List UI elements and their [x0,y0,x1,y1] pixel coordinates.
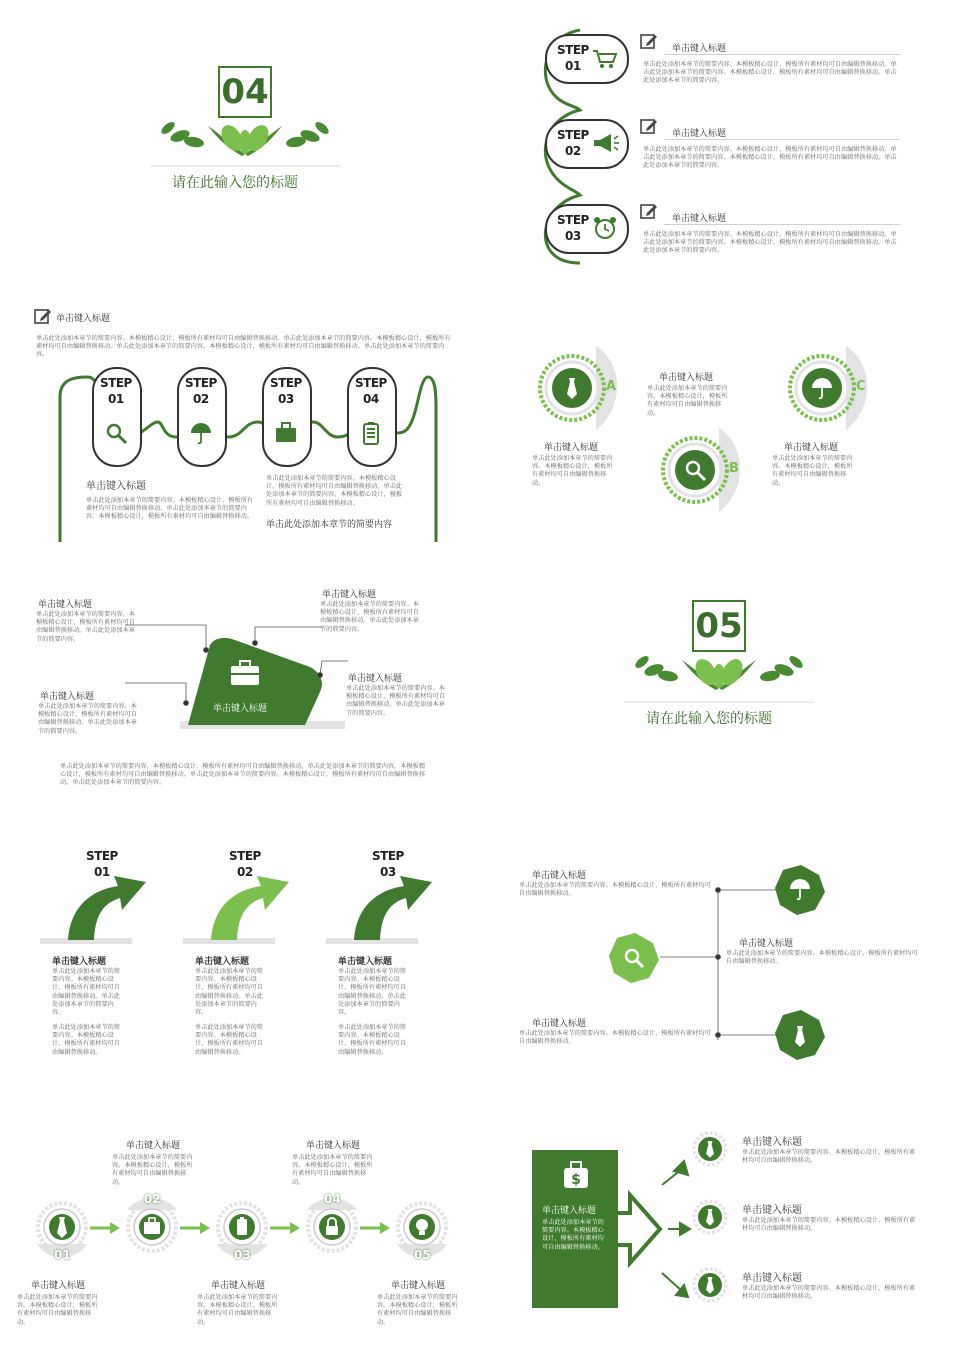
step-title: 单击键入标题 [672,214,727,224]
arrow-item-text: 单击此处添加本章节的简要内容。本模板精心设计，模板所有素材均可自由编辑替换移动。单击此处添加本章节的简要内容。 [338,968,407,1017]
step-text: 单击此处添加本章节的简要内容。本模板精心设计，模板所有素材均可自由编辑替换移动。单击此处添加本章节的简要内容。本模板精心设计，模板所有素材均可自由编辑替换移动。单击此处添加本章节的简要内容。 [643,231,897,255]
megaphone-icon [591,131,621,157]
laurel-icon [624,648,814,708]
tie-icon [698,1137,722,1161]
edit-icon [640,202,658,220]
step-label: STEP [557,128,589,142]
four-steps-left-title: 单击键入标题 [86,481,146,492]
search-icon [622,946,646,970]
curved-arrow-icon [326,868,436,948]
arrow-item-text: 单击此处添加本章节的简要内容。本模板精心设计，模板所有素材均可自由编辑替换移动。单击此处添加本章节的简要内容。 [195,968,264,1017]
timeline-item-title: 单击键入标题 [126,1141,181,1151]
briefcase-footer-text: 单击此处添加本章节的简要内容。本模板精心设计，模板所有素材均可自由编辑替换移动。单击此处添加本章节的简要内容。本模板精心设计，模板所有素材均可自由编辑替换移动。单击此处添加本章节的简要内容。本模板精心设计，模板所有素材均可自由编辑替换移动。单击此处添加本章节的简要内容。 [60,763,426,787]
briefcase-item-text: 单击此处添加本章节的简要内容。本模板精心设计，模板所有素材均可自由编辑替换移动。单击此处添加本章节的简要内容。 [346,685,445,717]
step-text: 单击此处添加本章节的简要内容。本模板精心设计，模板所有素材均可自由编辑替换移动。单击此处添加本章节的简要内容。本模板精心设计，模板所有素材均可自由编辑替换移动。单击此处添加本章节的简要内容。 [643,146,897,170]
briefcase-item-text: 单击此处添加本章节的简要内容。本模板精心设计，模板所有素材均可自由编辑替换移动。单击此处添加本章节的简要内容。 [320,601,419,633]
curved-arrow-icon [40,868,150,948]
tie-icon [698,1273,722,1297]
step-title: 单击键入标题 [672,129,727,139]
step-pill [545,119,629,169]
briefcase-center-label: 单击键入标题 [213,704,268,714]
dollar-item-text: 单击此处添加本章节的简要内容。本模板精心设计，模板所有素材均可自由编辑替换移动。 [742,1217,916,1233]
abc-section [520,340,900,520]
timeline-number: 05 [414,1248,431,1262]
dollar-item-title: 单击键入标题 [742,1205,802,1216]
timeline-item-title: 单击键入标题 [31,1281,86,1291]
dollar-bag-icon [140,1215,164,1239]
four-steps-right-caption: 单击此处添加本章节的简要内容 [266,520,393,530]
arrow-item-text: 单击此处添加本章节的简要内容。本模板精心设计，模板所有素材均可自由编辑替换移动。 [338,1024,407,1056]
step-number: 03 [565,229,581,243]
step-number: 01 [565,59,581,73]
battery-icon [359,421,385,447]
arrow-item-text: 单击此处添加本章节的简要内容。本模板精心设计，模板所有素材均可自由编辑替换移动。 [52,1024,121,1056]
abc-item-text: 单击此处添加本章节的简要内容。本模板精心设计，模板所有素材均可自由编辑替换移动。 [532,455,613,487]
briefcase-section [30,585,460,795]
abc-item-text: 单击此处添加本章节的简要内容。本模板精心设计，模板所有素材均可自由编辑替换移动。 [772,455,853,487]
briefcase-item-title: 单击键入标题 [40,692,95,702]
dollar-box-title: 单击键入标题 [542,1206,597,1216]
four-steps-heading: 单击键入标题 [56,314,111,324]
four-step-pill [177,367,227,467]
timeline-number: 01 [54,1248,71,1262]
step-label: STEP [557,43,589,57]
step-number: 01 [94,865,110,879]
briefcase-item-text: 单击此处添加本章节的简要内容。本模板精心设计，模板所有素材均可自由编辑替换移动。单击此处添加本章节的简要内容。 [38,703,137,735]
abc-item-title: 单击键入标题 [544,443,599,453]
hex-item-title: 单击键入标题 [532,1019,587,1029]
step-number: 03 [380,865,396,879]
dollar-bag-icon [561,1160,591,1190]
step-number: 03 [278,392,294,406]
search-icon [104,421,130,447]
section-number-box: 04 [218,66,272,118]
step-label: STEP [270,376,302,390]
arrow-item-text: 单击此处添加本章节的简要内容。本模板精心设计，模板所有素材均可自由编辑替换移动。 [195,1024,264,1056]
timeline-number: 04 [324,1192,341,1206]
arrow-item-title: 单击键入标题 [195,957,250,967]
step-label: STEP [100,376,132,390]
timeline-number: 03 [234,1248,251,1262]
laurel-icon [150,114,340,174]
section-title: 请在此输入您的标题 [646,711,772,727]
umbrella-icon [810,376,834,400]
tie-icon [698,1205,722,1229]
gear-badge [534,344,644,434]
lightbulb-icon [410,1215,434,1239]
step-label: STEP [557,213,589,227]
lock-icon [320,1215,344,1239]
briefcase-icon [274,421,300,447]
four-step-pill [347,367,397,467]
hex-item-title: 单击键入标题 [532,871,587,881]
abc-item-title: 单击键入标题 [659,373,714,383]
timeline-arrow [360,1222,390,1234]
arrow-item-title: 单击键入标题 [338,957,393,967]
step-divider [664,54,900,55]
briefcase-item-title: 单击键入标题 [322,590,377,600]
timeline-item-text: 单击此处添加本章节的简要内容。本模板精心设计，模板所有素材均可自由编辑替换移动。 [197,1294,278,1326]
section-04-title-block [150,62,340,202]
section-number-box: 05 [692,600,746,652]
tie-icon [560,376,584,400]
four-steps-section [30,305,460,545]
umbrella-icon [189,421,215,447]
step-number: 02 [193,392,209,406]
search-icon [683,458,707,482]
hex-item-text: 单击此处添加本章节的简要内容。本模板精心设计，模板所有素材均可自由编辑替换移动。 [519,882,711,898]
step-number: 02 [565,144,581,158]
timeline-arrow [90,1222,120,1234]
step-number: 01 [108,392,124,406]
cart-icon [591,46,621,72]
abc-item-title: 单击键入标题 [784,443,839,453]
timeline-item-text: 单击此处添加本章节的简要内容。本模板精心设计，模板所有素材均可自由编辑替换移动。 [17,1294,98,1326]
tie-icon [788,1024,812,1048]
timeline-item-text: 单击此处添加本章节的简要内容。本模板精心设计，模板所有素材均可自由编辑替换移动。 [377,1294,458,1326]
arrow-item-text: 单击此处添加本章节的简要内容。本模板精心设计，模板所有素材均可自由编辑替换移动。单击此处添加本章节的简要内容。 [52,968,121,1017]
four-step-pill [262,367,312,467]
timeline-arrow [180,1222,210,1234]
hex-item-title: 单击键入标题 [739,939,794,949]
step-divider [664,139,900,140]
briefcase-item-text: 单击此处添加本章节的简要内容。本模板精心设计，模板所有素材均可自由编辑替换移动。单击此处添加本章节的简要内容。 [36,611,135,643]
briefcase-item-title: 单击键入标题 [348,674,403,684]
four-steps-left-text: 单击此处添加本章节的简要内容。本模板精心设计，模板所有素材均可自由编辑替换移动。单击此处添加本章节的简要内容。本模板精心设计，模板所有素材均可自由编辑替换移动。 [86,497,254,521]
section-05-title-block [624,600,814,740]
step-label: STEP [372,849,404,863]
step-pill [545,204,629,254]
hex-item-text: 单击此处添加本章节的简要内容。本模板精心设计，模板所有素材均可自由编辑替换移动。 [519,1030,711,1046]
step-title: 单击键入标题 [672,44,727,54]
four-steps-right-text: 单击此处添加本章节的简要内容。本模板精心设计，模板所有素材均可自由编辑替换移动。单击此处添加本章节的简要内容。本模板精心设计，模板所有素材均可自由编辑替换移动。 [266,475,403,507]
timeline-item-text: 单击此处添加本章节的简要内容。本模板精心设计，模板所有素材均可自由编辑替换移动。 [112,1154,193,1186]
abc-item-text: 单击此处添加本章节的简要内容。本模板精心设计，模板所有素材均可自由编辑替换移动。 [647,385,728,417]
dollar-section [530,1125,930,1325]
gear-badge [784,344,894,434]
dollar-item-title: 单击键入标题 [742,1273,802,1284]
section-title: 请在此输入您的标题 [172,175,298,191]
four-step-pill [92,367,142,467]
four-steps-intro: 单击此处添加本章节的简要内容。本模板精心设计，模板所有素材均可自由编辑替换移动。单击此处添加本章节的简要内容。本模板精心设计，模板所有素材均可自由编辑替换移动。单击此处添加本章节的简要内容。本模板精心设计，模板所有素材均可自由编辑替换移动。单击此处添加本章节的简要内容。 [36,335,451,359]
step-divider [664,224,900,225]
abc-letter: A [606,379,617,394]
dollar-item-title: 单击键入标题 [742,1137,802,1148]
timeline-item-title: 单击键入标题 [306,1141,361,1151]
hex-item-text: 单击此处添加本章节的简要内容。本模板精心设计，模板所有素材均可自由编辑替换移动。 [726,950,918,966]
timeline-item-text: 单击此处添加本章节的简要内容。本模板精心设计，模板所有素材均可自由编辑替换移动。 [292,1154,373,1186]
briefcase-item-title: 单击键入标题 [38,600,93,610]
curved-arrow-icon [183,868,293,948]
timeline-item-title: 单击键入标题 [391,1281,446,1291]
abc-letter: B [729,461,739,476]
step-label: STEP [86,849,118,863]
arrow-item-title: 单击键入标题 [52,957,107,967]
timeline-item-title: 单击键入标题 [211,1281,266,1291]
step-number: 02 [237,865,253,879]
step-text: 单击此处添加本章节的简要内容。本模板精心设计，模板所有素材均可自由编辑替换移动。单击此处添加本章节的简要内容。本模板精心设计，模板所有素材均可自由编辑替换移动。单击此处添加本章节的简要内容。 [643,61,897,85]
svg-text:$: $ [571,1172,581,1188]
dollar-item-text: 单击此处添加本章节的简要内容。本模板精心设计，模板所有素材均可自由编辑替换移动。 [742,1285,916,1301]
abc-letter: C [856,379,866,394]
dollar-item-text: 单击此处添加本章节的简要内容。本模板精心设计，模板所有素材均可自由编辑替换移动。 [742,1149,916,1165]
umbrella-icon [788,877,812,901]
edit-icon [640,32,658,50]
edit-icon [640,117,658,135]
step-label: STEP [229,849,261,863]
gear-badge [657,426,767,516]
battery-icon [230,1215,254,1239]
alarm-clock-icon [591,216,621,242]
step-label: STEP [185,376,217,390]
step-label: STEP [355,376,387,390]
step-number: 04 [363,392,379,406]
timeline-number: 02 [144,1192,161,1206]
timeline-arrow [270,1222,300,1234]
step-pill [545,34,629,84]
tie-icon [50,1215,74,1239]
dollar-box-text: 单击此处添加本章节的简要内容。本模板精心设计，模板所有素材均可自由编辑替换移动。 [542,1219,604,1251]
edit-icon [34,307,52,325]
hex-section [515,860,925,1070]
